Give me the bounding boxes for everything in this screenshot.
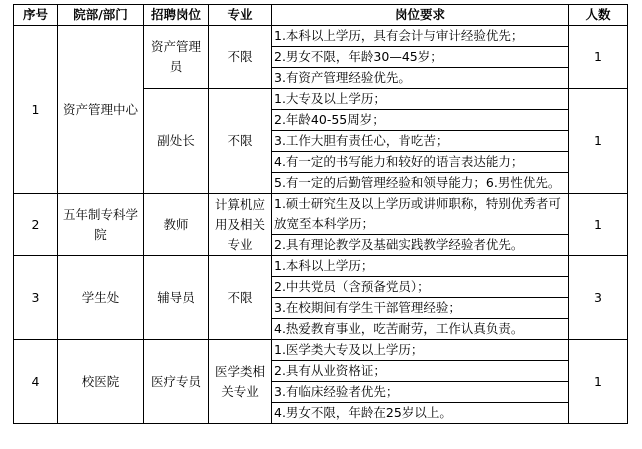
row-no: 3 xyxy=(14,256,58,340)
table-header-row xyxy=(14,5,628,26)
row-position: 辅导员 xyxy=(144,256,209,340)
requirement-line: 1.本科以上学历； xyxy=(272,256,568,277)
row-position: 副处长 xyxy=(144,89,209,194)
requirement-line: 1.医学类大专及以上学历； xyxy=(272,340,568,361)
requirement-line: 1.硕士研究生及以上学历或讲师职称，特别优秀者可放宽至本科学历； xyxy=(272,194,568,235)
header-major: 专业 xyxy=(209,5,272,26)
requirement-line: 2.男女不限，年龄30—45岁； xyxy=(272,47,568,68)
requirement-line: 3.有临床经验者优先； xyxy=(272,382,568,403)
row-major: 医学类相关专业 xyxy=(209,340,272,424)
row-position: 教师 xyxy=(144,194,209,256)
row-dept: 学生处 xyxy=(58,256,144,340)
row-count: 1 xyxy=(569,89,628,194)
header-requirements: 岗位要求 xyxy=(272,5,569,26)
requirement-line: 3.有资产管理经验优先。 xyxy=(274,70,411,85)
row-major: 不限 xyxy=(209,26,272,89)
requirement-line: 1.大专及以上学历； xyxy=(272,89,568,110)
row-requirements xyxy=(272,194,569,256)
header-position: 招聘岗位 xyxy=(144,5,209,26)
table-row xyxy=(14,194,628,256)
row-requirements xyxy=(272,340,569,424)
table-row xyxy=(14,26,628,89)
header-no: 序号 xyxy=(14,5,58,26)
requirement-line: 4.有一定的书写能力和较好的语言表达能力； xyxy=(272,152,568,173)
row-no: 1 xyxy=(14,26,58,194)
recruitment-table xyxy=(13,4,628,424)
requirement-line: 2.年龄40-55周岁； xyxy=(272,110,568,131)
row-requirements xyxy=(272,256,569,340)
row-requirements xyxy=(272,89,569,194)
requirement-line: 2.中共党员（含预备党员）； xyxy=(272,277,568,298)
requirement-line: 4.男女不限，年龄在25岁以上。 xyxy=(274,405,452,420)
header-count: 人数 xyxy=(569,5,628,26)
row-no: 2 xyxy=(14,194,58,256)
row-major: 不限 xyxy=(209,89,272,194)
requirement-line: 1.本科以上学历，具有会计与审计经验优先； xyxy=(272,26,568,47)
header-dept: 院部/部门 xyxy=(58,5,144,26)
row-major: 不限 xyxy=(209,256,272,340)
requirement-line: 2.具有理论教学及基础实践教学经验者优先。 xyxy=(274,237,524,252)
row-major: 计算机应用及相关专业 xyxy=(209,194,272,256)
row-dept: 资产管理中心 xyxy=(58,26,144,194)
table-row xyxy=(14,256,628,340)
row-dept: 五年制专科学院 xyxy=(58,194,144,256)
requirement-line: 3.工作大胆有责任心，肯吃苦； xyxy=(272,131,568,152)
requirement-line: 3.在校期间有学生干部管理经验； xyxy=(272,298,568,319)
table-row xyxy=(14,340,628,424)
row-count: 3 xyxy=(569,256,628,340)
requirement-line: 5.有一定的后勤管理经验和领导能力；6.男性优先。 xyxy=(274,175,561,190)
row-count: 1 xyxy=(569,340,628,424)
row-count: 1 xyxy=(569,26,628,89)
row-dept: 校医院 xyxy=(58,340,144,424)
row-requirements xyxy=(272,26,569,89)
row-count: 1 xyxy=(569,194,628,256)
requirement-line: 2.具有从业资格证； xyxy=(272,361,568,382)
requirement-line: 4.热爱教育事业，吃苦耐劳，工作认真负责。 xyxy=(274,321,524,336)
row-no: 4 xyxy=(14,340,58,424)
row-position: 资产管理员 xyxy=(144,26,209,89)
row-position: 医疗专员 xyxy=(144,340,209,424)
